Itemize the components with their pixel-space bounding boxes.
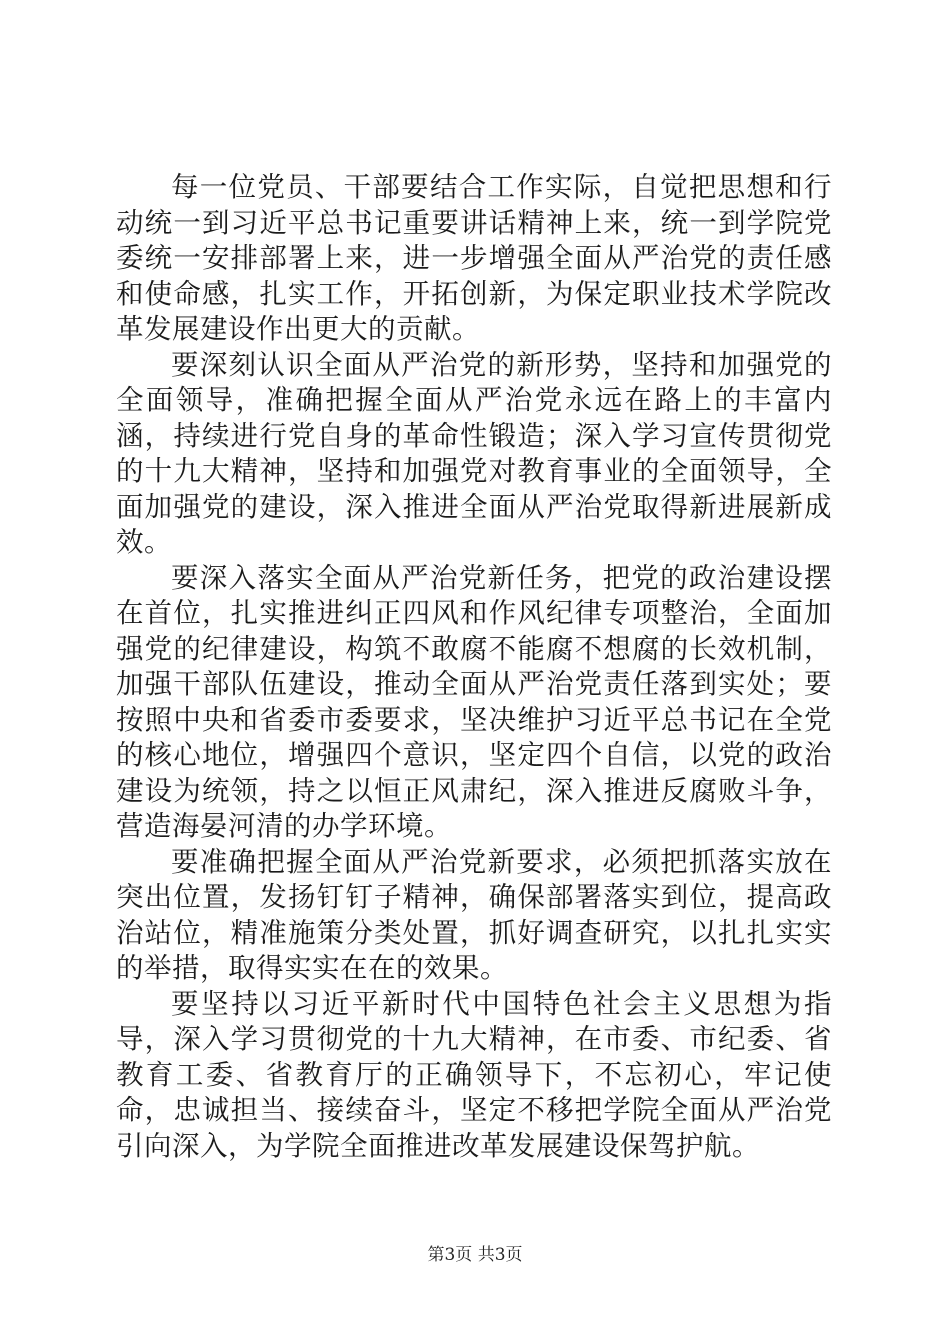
document-body [116,170,832,1164]
page-number-footer: 第3页 共3页 [427,1245,523,1265]
paragraph-4: 要准确把握全面从严治党新要求，必须把抓落实放在突出位置，发扬钉钉子精神，确保部署落实到位，提高政治站位，精准施策分类处置，抓好调查研究，以扎扎实实的举措，取得实实在在的效果。 [116,845,832,984]
paragraph-3: 要深入落实全面从严治党新任务，把党的政治建设摆在首位，扎实推进纠正四风和作风纪律专项整治，全面加强党的纪律建设，构筑不敢腐不能腐不想腐的长效机制，加强干部队伍建设，推动全面从严治党责任落到实处；要按照中央和省委市委要求，坚决维护习近平总书记在全党的核心地位，增强四个意识，坚定四个自信，以党的政治建设为统领，持之以恒正风肃纪，深入推进反腐败斗争，营造海晏河清的办学环境。 [116,561,832,842]
paragraph-1: 每一位党员、干部要结合工作实际，自觉把思想和行动统一到习近平总书记重要讲话精神上来，统一到学院党委统一安排部署上来，进一步增强全面从严治党的责任感和使命感，扎实工作，开拓创新，为保定职业技术学院改革发展建设作出更大的贡献。 [116,171,832,345]
paragraph-5: 要坚持以习近平新时代中国特色社会主义思想为指导，深入学习贯彻党的十九大精神，在市委、市纪委、省教育工委、省教育厅的正确领导下，不忘初心，牢记使命，忠诚担当、接续奋斗，坚定不移把学院全面从严治党引向深入，为学院全面推进改革发展建设保驾护航。 [116,987,832,1162]
paragraph-2: 要深刻认识全面从严治党的新形势，坚持和加强党的全面领导，准确把握全面从严治党永远在路上的丰富内涵，持续进行党自身的革命性锻造；深入学习宣传贯彻党的十九大精神，坚持和加强党对教育事业的全面领导，全面加强党的建设，深入推进全面从严治党取得新进展新成效。 [116,348,832,558]
